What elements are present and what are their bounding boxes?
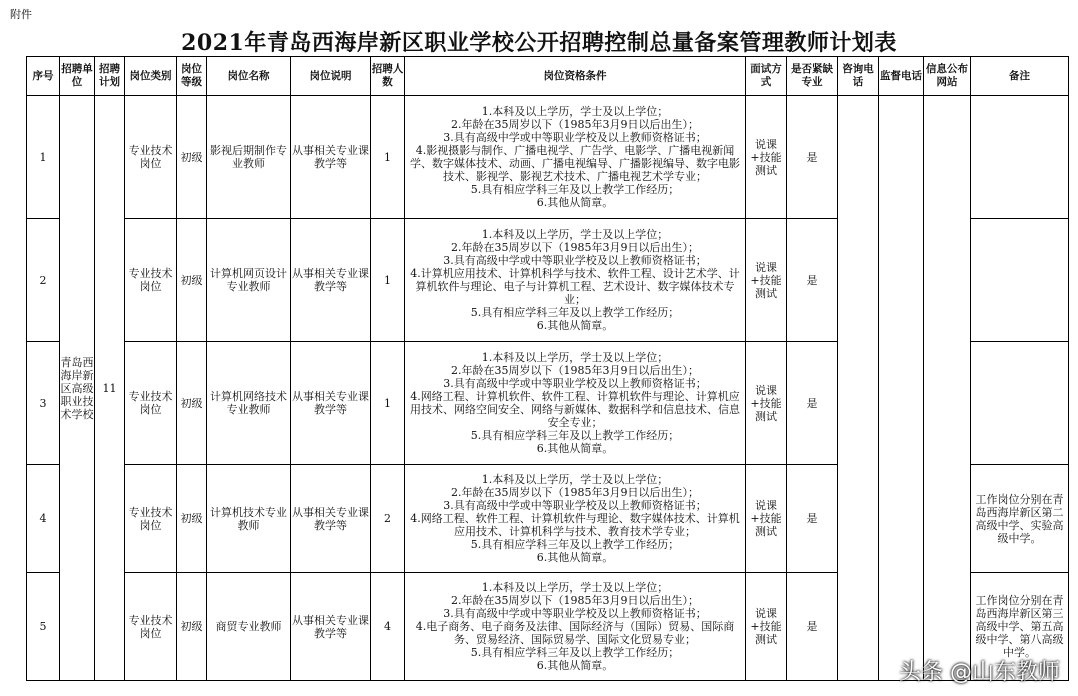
requirement-line: 6.其他从简章。 [536, 442, 614, 455]
header-plan: 招聘计划 [95, 57, 125, 96]
cell-interview: 说课+技能测试 [746, 573, 787, 681]
cell-grade: 初级 [177, 465, 207, 573]
cell-unit: 青岛西海岸新区高级职业技术学校 [60, 96, 95, 681]
header-grade: 岗位等级 [177, 57, 207, 96]
cell-post-name: 影视后期制作专业教师 [207, 96, 291, 219]
cell-interview: 说课+技能测试 [746, 342, 787, 465]
header-post-name: 岗位名称 [207, 57, 291, 96]
requirement-line: 1.本科及以上学历，学士及以上学位； [481, 105, 669, 118]
requirement-line: 6.其他从简章。 [536, 196, 614, 209]
cell-post-desc: 从事相关专业课教学等 [291, 573, 371, 681]
header-seq: 序号 [27, 57, 60, 96]
cell-shortage: 是 [787, 342, 838, 465]
cell-count: 1 [371, 342, 405, 465]
requirement-line: 2.年龄在35周岁以下（1985年3月9日以后出生）； [451, 364, 699, 377]
header-requirements: 岗位资格条件 [405, 57, 746, 96]
requirement-line: 5.具有相应学科三年及以上教学工作经历； [470, 306, 680, 319]
cell-post-name: 计算机技术专业教师 [207, 465, 291, 573]
requirement-line: 3.具有高级中学或中等职业学校及以上教师资格证书； [443, 254, 707, 267]
watermark: 头条 @山东教师 [899, 660, 1060, 685]
requirement-line: 4.计算机应用技术、计算机科学与技术、软件工程、设计艺术学、计算机软件与理论、电子与计算机工程、艺术设计、数字媒体技术专业； [410, 267, 740, 306]
table-row [27, 96, 1069, 219]
recruitment-table [26, 56, 1069, 681]
cell-interview: 说课+技能测试 [746, 219, 787, 342]
cell-seq: 2 [27, 219, 60, 342]
cell-grade: 初级 [177, 342, 207, 465]
cell-requirements [405, 573, 746, 681]
cell-shortage: 是 [787, 465, 838, 573]
cell-count: 1 [371, 219, 405, 342]
cell-post-name: 计算机网络技术专业教师 [207, 342, 291, 465]
cell-seq: 5 [27, 573, 60, 681]
cell-consult-phone [838, 96, 879, 681]
cell-category: 专业技术岗位 [125, 96, 177, 219]
cell-remarks: 工作岗位分别在青岛西海岸新区第三高级中学、第五高级中学、第八高级中学。 [971, 573, 1069, 681]
cell-requirements [405, 342, 746, 465]
cell-supervise-phone [879, 96, 924, 681]
cell-requirements [405, 465, 746, 573]
requirement-line: 5.具有相应学科三年及以上教学工作经历； [470, 429, 680, 442]
cell-shortage: 是 [787, 219, 838, 342]
requirement-line: 4.影视摄影与制作、广播电视学、广告学、电影学、广播电视新闻学、数字媒体技术、动画、广播电视编导、广播影视编导、数字电影技术、影视学、影视艺术技术、广播电视艺术学专业； [410, 144, 740, 183]
cell-post-desc: 从事相关专业课教学等 [291, 219, 371, 342]
cell-count: 4 [371, 573, 405, 681]
header-interview: 面试方式 [746, 57, 787, 96]
requirement-line: 6.其他从简章。 [536, 659, 614, 672]
cell-remarks [971, 96, 1069, 219]
requirement-line: 1.本科及以上学历，学士及以上学位； [481, 581, 669, 594]
header-row [27, 57, 1069, 96]
cell-post-name: 计算机网页设计专业教师 [207, 219, 291, 342]
requirement-line: 5.具有相应学科三年及以上教学工作经历； [470, 646, 680, 659]
header-consult-phone: 咨询电话 [838, 57, 879, 96]
header-unit: 招聘单位 [60, 57, 95, 96]
requirement-line: 1.本科及以上学历，学士及以上学位； [481, 228, 669, 241]
requirement-line: 3.具有高级中学或中等职业学校及以上教师资格证书； [443, 131, 707, 144]
requirement-line: 1.本科及以上学历，学士及以上学位； [481, 351, 669, 364]
cell-remarks [971, 219, 1069, 342]
cell-interview: 说课+技能测试 [746, 96, 787, 219]
cell-shortage: 是 [787, 96, 838, 219]
cell-requirements [405, 219, 746, 342]
requirement-line: 6.其他从简章。 [536, 551, 614, 564]
cell-grade: 初级 [177, 96, 207, 219]
header-category: 岗位类别 [125, 57, 177, 96]
header-website: 信息公布网站 [924, 57, 971, 96]
cell-count: 2 [371, 465, 405, 573]
cell-grade: 初级 [177, 219, 207, 342]
cell-category: 专业技术岗位 [125, 573, 177, 681]
header-shortage: 是否紧缺专业 [787, 57, 838, 96]
requirement-line: 3.具有高级中学或中等职业学校及以上教师资格证书； [443, 377, 707, 390]
cell-shortage: 是 [787, 573, 838, 681]
requirement-line: 2.年龄在35周岁以下（1985年3月9日以后出生）； [451, 118, 699, 131]
cell-seq: 3 [27, 342, 60, 465]
requirement-line: 4.网络工程、软件工程、计算机软件与理论、数字媒体技术、计算机应用技术、计算机科学与技术、教育技术学专业； [410, 512, 740, 538]
cell-seq: 1 [27, 96, 60, 219]
cell-remarks: 工作岗位分别在青岛西海岸新区第二高级中学、实验高级中学。 [971, 465, 1069, 573]
cell-post-desc: 从事相关专业课教学等 [291, 465, 371, 573]
header-supervise-phone: 监督电话 [879, 57, 924, 96]
requirement-line: 2.年龄在35周岁以下（1985年3月9日以后出生）； [451, 594, 699, 607]
requirement-line: 2.年龄在35周岁以下（1985年3月9日以后出生）； [451, 241, 699, 254]
cell-category: 专业技术岗位 [125, 465, 177, 573]
requirement-line: 4.电子商务、电子商务及法律、国际经济与（国际）贸易、国际商务、贸易经济、国际贸易学、国际文化贸易专业； [415, 620, 735, 646]
cell-count: 1 [371, 96, 405, 219]
header-post-desc: 岗位说明 [291, 57, 371, 96]
requirement-line: 6.其他从简章。 [536, 319, 614, 332]
cell-grade: 初级 [177, 573, 207, 681]
header-count: 招聘人数 [371, 57, 405, 96]
requirement-line: 4.网络工程、计算机软件、软件工程、计算机软件与理论、计算机应用技术、网络空间安全、网络与新媒体、数据科学和信息技术、信息安全专业； [410, 390, 740, 429]
cell-remarks [971, 342, 1069, 465]
page-title: 2021年青岛西海岸新区职业学校公开招聘控制总量备案管理教师计划表 [181, 30, 897, 56]
cell-category: 专业技术岗位 [125, 219, 177, 342]
requirement-line: 5.具有相应学科三年及以上教学工作经历； [470, 183, 680, 196]
requirement-line: 3.具有高级中学或中等职业学校及以上教师资格证书； [443, 499, 707, 512]
cell-post-desc: 从事相关专业课教学等 [291, 342, 371, 465]
cell-requirements [405, 96, 746, 219]
requirement-line: 5.具有相应学科三年及以上教学工作经历； [470, 538, 680, 551]
requirement-line: 1.本科及以上学历，学士及以上学位； [481, 473, 669, 486]
cell-category: 专业技术岗位 [125, 342, 177, 465]
requirement-line: 2.年龄在35周岁以下（1985年3月9日以后出生）； [451, 486, 699, 499]
cell-post-desc: 从事相关专业课教学等 [291, 96, 371, 219]
attachment-label: 附件 [10, 8, 32, 21]
requirement-line: 3.具有高级中学或中等职业学校及以上教师资格证书； [443, 607, 707, 620]
cell-website [924, 96, 971, 681]
cell-plan: 11 [95, 96, 125, 681]
cell-interview: 说课+技能测试 [746, 465, 787, 573]
cell-seq: 4 [27, 465, 60, 573]
cell-post-name: 商贸专业教师 [207, 573, 291, 681]
header-remarks: 备注 [971, 57, 1069, 96]
